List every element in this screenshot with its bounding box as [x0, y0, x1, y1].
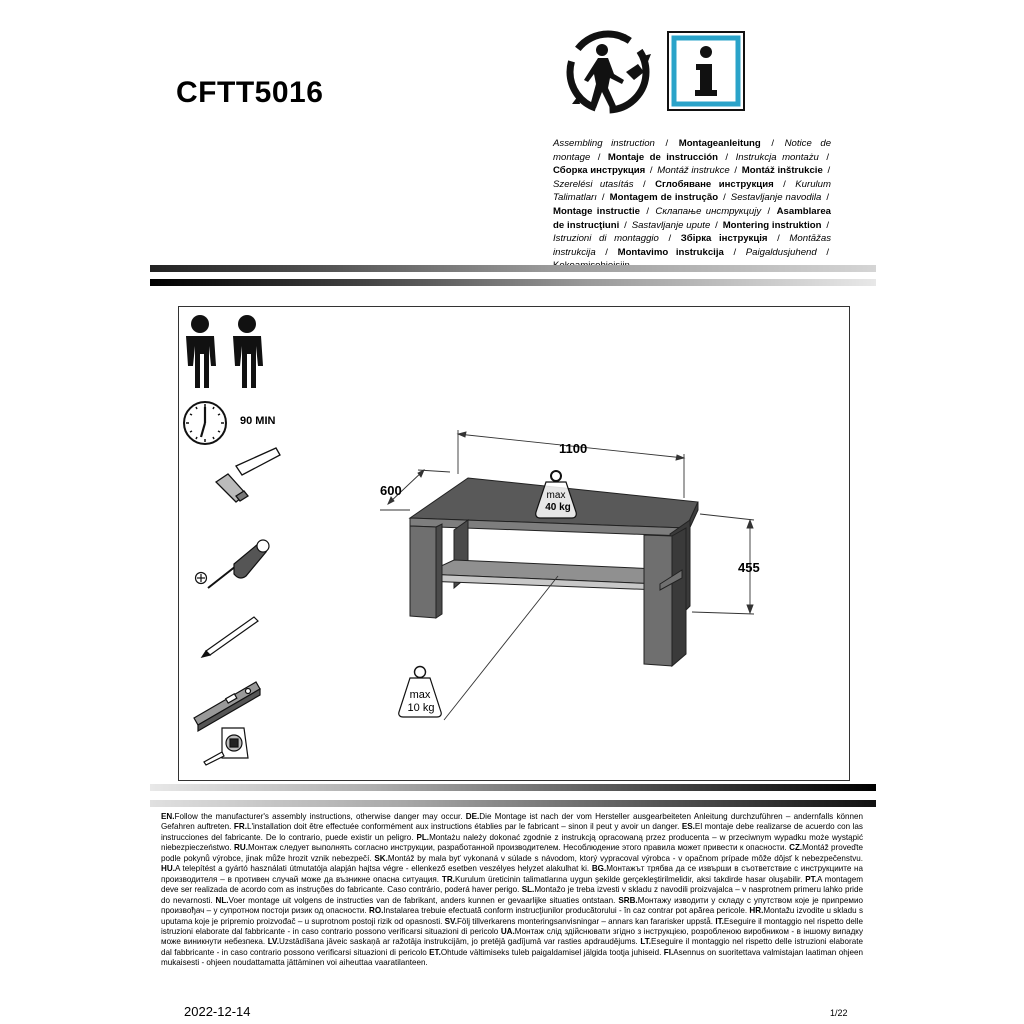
assembly-time: 90 MIN — [240, 415, 276, 427]
warning-text: Eseguire il montaggio nel rispetto delle istruzioni elaborate dal fabbricante - in caso contrario possono verificarsi situazioni di pericolo — [161, 916, 863, 936]
warning-text: A telepítést a gyártó használati útmutatója alapján hajtsa végre - ellenkező esetben veszélyes helyzet alakulhat ki. — [174, 864, 592, 874]
shelf-load-label-1: max — [409, 689, 431, 701]
instruction-title: Sestavljanje navodila — [730, 192, 822, 204]
language-code: SRB. — [618, 895, 638, 905]
divider-bar — [150, 800, 876, 807]
language-code: LV. — [267, 937, 279, 947]
language-code: SV. — [444, 916, 457, 926]
warning-text: L'installation doit être effectuée conformément aux instructions établies par le fabricant – sinon il peut y avoir un danger. — [246, 822, 682, 832]
language-code: ES. — [681, 822, 695, 832]
instruction-title: Montáž inštrukcie — [741, 165, 823, 177]
clock-icon — [184, 402, 226, 444]
instruction-title: Istruzioni di montaggio — [553, 233, 659, 245]
instruction-title: Збірка інструкція — [680, 233, 768, 245]
warning-text: Монтаж следует выполнять согласно инструкции, разработанной производителем. Несоблюдение этого правила может привести к опасности. — [247, 843, 790, 853]
warning-text: Eseguire il montaggio nel rispetto delle istruzioni elaborate dal fabbricante - in caso contrario possono verificarsi situazioni di pericolo — [161, 937, 863, 957]
warning-text: Voer montage uit volgens de instructies van de fabrikant, anders kunnen er gevaarlijke situaties ontstaan. — [228, 895, 619, 905]
language-code: FR. — [233, 822, 247, 832]
dimension-width: 1100 — [559, 441, 588, 456]
language-code: ET. — [429, 947, 441, 957]
shelf-load-label-2: 10 kg — [407, 702, 435, 714]
warning-text: Die Montage ist nach der vom Hersteller ausgearbeiteten Anleitung durchzuführen – andernfalls können Gefahren auftreten. — [161, 812, 863, 832]
language-code: BG. — [591, 864, 607, 874]
language-code: UA. — [500, 926, 515, 936]
safety-warning-text — [161, 812, 863, 969]
illustration — [178, 306, 850, 781]
top-load-label-1: max — [546, 490, 566, 501]
dimension-height: 455 — [738, 560, 760, 575]
instruction-title: Montáž instrukce — [657, 165, 730, 177]
person-icon — [233, 315, 263, 388]
instruction-title: Asamblarea de instrucţiuni — [553, 205, 831, 231]
language-code: PT. — [805, 874, 817, 884]
instruction-title: Montāžas instrukcija — [553, 233, 832, 258]
instruction-title: Сглобяване инструкция — [655, 178, 774, 190]
screwdriver-icon — [196, 540, 270, 588]
page-number: 1/22 — [830, 1008, 848, 1018]
warning-text: Instalarea trebuie efectuată conform instrucţiunilor producătorului - în caz contrar pot apărea pericole. — [383, 906, 750, 916]
instruction-title: Montavimo instrukcija — [617, 246, 724, 258]
language-code: SK. — [374, 853, 388, 863]
language-code: FI. — [663, 947, 674, 957]
warning-text: A montagem deve ser realizada de acordo com as instruções do fabricante. Caso contrário, poderá haver perigo. — [161, 874, 863, 895]
instruction-title: Montageanleitung — [678, 138, 761, 149]
language-code: RO. — [369, 906, 384, 916]
instruction-title: Montering instruktion — [722, 219, 822, 231]
instruction-title: Paigaldusjuhend — [745, 246, 817, 258]
spirit-level-icon — [194, 682, 260, 731]
language-code: LT. — [640, 937, 652, 947]
instruction-title: Kurulum Talimatları — [553, 178, 831, 204]
information-icon — [668, 32, 744, 110]
hammer-icon — [216, 448, 280, 502]
language-code: DE. — [465, 812, 480, 821]
dimension-depth: 600 — [380, 483, 402, 498]
warning-text: Montáž proveďte podle pokynů výrobce, jinak může hrozit vznik nebezpečí. — [161, 843, 864, 863]
instruction-title: Szerelési utasítás — [553, 178, 634, 190]
instruction-title: Notice de montage — [553, 138, 832, 163]
warning-text: Монтаж слід здійснювати згідно з інструкцією, розробленою виробником - в іншому випадку може виникнути небезпека. — [161, 926, 863, 947]
language-code: TR. — [441, 874, 455, 884]
warning-text: Монтажът трябва да се извърши в съответствие с инструкциите на производителя – в противен случай може да възникне опасна ситуация. — [161, 864, 863, 884]
language-code: PL. — [416, 832, 430, 842]
warning-text: Монтажу изводити у складу с упутством које је припремио произвођач – у супротном постоји ризик од опасности. — [161, 895, 863, 916]
warning-text: Följ tillverkarens monteringsanvisningar – annars kan fararisker uppstå. — [456, 916, 716, 926]
top-load-label-2: 40 kg — [545, 502, 571, 513]
warning-text: El montaje debe realizarse de acuerdo con las instrucciones del fabricante. De lo contrario, puede existir un peligro. — [161, 822, 863, 842]
instruction-title: Склапање инструкцију — [655, 205, 762, 217]
language-code: NL. — [215, 895, 229, 905]
recycle-person-icon — [562, 28, 654, 114]
instruction-title: Assembling instruction — [553, 138, 655, 149]
product-code: CFTT5016 — [176, 76, 324, 109]
warning-text: Montáž by mala byť vykonaná v súlade s návodom, ktorý vypracoval výrobca - v opačnom prípade môže dôjsť k nebezpečenstvu. — [387, 853, 863, 863]
language-code: HU. — [161, 864, 175, 874]
person-icon — [186, 315, 216, 388]
divider-bar — [150, 279, 876, 286]
instruction-title: Instrukcja montażu — [735, 151, 819, 163]
warning-text: Uzstādīšana jāveic saskaņā ar ražotāja instrukcijām, jo pretējā gadījumā var rasties apdraudējums. — [278, 937, 641, 947]
tape-measure-icon — [204, 728, 248, 765]
divider-bar — [150, 784, 876, 791]
divider-bar — [150, 265, 876, 272]
instruction-title: Sastavljanje upute — [631, 219, 711, 231]
instruction-title: Montage instructie — [553, 205, 640, 217]
warning-text: Montažo je treba izvesti v skladu z navodili proizvajalca – v nasprotnem primeru lahko pride do nevarnosti. — [161, 885, 863, 905]
instruction-title: Montagem de instrução — [609, 192, 719, 204]
warning-text: Montażu należy dokonać zgodnie z instrukcją opracowaną przez producenta – w przeciwnym wypadku może wystąpić niebezpieczeństwo. — [161, 832, 863, 853]
instruction-title: Сборка инструкция — [553, 165, 646, 177]
language-code: RU. — [234, 843, 248, 853]
language-code: HR. — [749, 906, 764, 916]
language-code: CZ. — [789, 843, 803, 853]
pencil-icon — [202, 617, 258, 657]
instruction-title: Montaje de instrucción — [607, 151, 718, 163]
document-date: 2022-12-14 — [184, 1004, 251, 1019]
language-code: EN. — [161, 812, 175, 821]
warning-text: Ohtude vältimiseks tuleb paigaldamisel jälgida tootja juhiseid. — [440, 947, 664, 957]
warning-text: Montažu izvodite u skladu s uputama koje je pripremio proizvođač – u suprotnom postoji rizik od opasnosti. — [161, 906, 863, 926]
language-code: IT. — [715, 916, 724, 926]
warning-text: Asennus on suoritettava valmistajan laatiman ohjeen mukaisesti - ohjeen noudattamatta jättäminen voi aiheuttaa vaaratilanteen. — [161, 947, 864, 968]
assembly-instruction-titles: Assembling instruction / Montageanleitung / Notice de montage / Montaje de instrucción / Instrukcja montażu / Сборка инструкция / Montáž instrukce / Montáž inštrukcie / Szerelési utasítás / Сглобяване инструкция / Kurulum Talimatları / Montagem de instrução / Sestavljanje navodila / Montage instructie / Склапање инструкцију / Asamblarea de instrucţiuni / Sastavljanje upute / Montering instruktion / Istruzioni di montaggio / Збірка інструкція / Montāžas instrukcija / Montavimo instrukcija / Paigaldusjuhend / — [553, 137, 831, 273]
language-code: SL. — [521, 885, 535, 895]
warning-text: Kurulum üreticinin talimatlarına uygun şekilde gerçekleştirilmelidir, aksi takdirde hasar oluşabilir. — [454, 874, 806, 884]
warning-text: Follow the manufacturer's assembly instructions, otherwise danger may occur. — [174, 812, 466, 821]
header-icons — [560, 26, 750, 121]
